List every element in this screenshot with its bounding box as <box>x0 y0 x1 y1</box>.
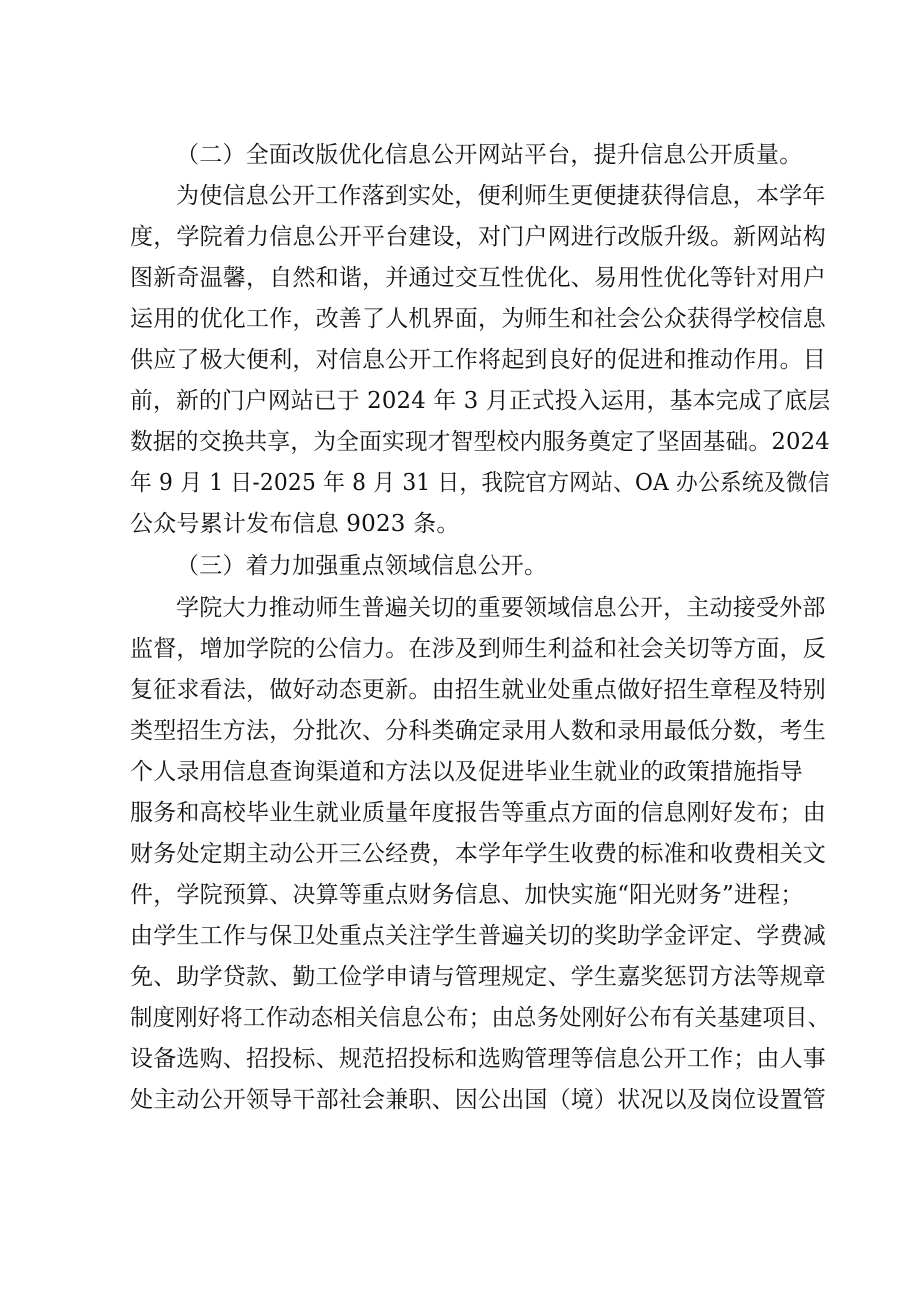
section-heading-3: （三）着力加强重点领域信息公开。 <box>176 553 548 579</box>
paragraph-line: 年 9 月 1 日-2025 年 8 月 31 日，我院官方网站、OA 办公系统及微信 <box>130 470 830 496</box>
paragraph-line: 公众号累计发布信息 9023 条。 <box>130 511 460 537</box>
section-heading-2: （二）全面改版优化信息公开网站平台，提升信息公开质量。 <box>176 142 803 168</box>
paragraph-line: 为使信息公开工作落到实处，便利师生更便捷获得信息，本学年 <box>176 183 826 209</box>
paragraph-line: 供应了极大便利，对信息公开工作将起到良好的促进和推动作用。目 <box>130 347 826 373</box>
paragraph-line: 处主动公开领导干部社会兼职、因公出国（境）状况以及岗位设置管 <box>130 1087 826 1113</box>
paragraph-line: 监督，增加学院的公信力。在涉及到师生利益和社会关切等方面，反 <box>130 636 826 662</box>
paragraph-line: 财务处定期主动公开三公经费，本学年学生收费的标准和收费相关文 <box>130 841 826 867</box>
paragraph-line: 由学生工作与保卫处重点关注学生普遍关切的奖助学金评定、学费减 <box>130 923 826 949</box>
paragraph-line: 数据的交换共享，为全面实现才智型校内服务奠定了坚固基础。2024 <box>130 429 830 455</box>
paragraph-line: 个人录用信息查询渠道和方法以及促进毕业生就业的政策措施指导 <box>130 759 803 785</box>
paragraph-line: 度，学院着力信息公开平台建设，对门户网进行改版升级。新网站构 <box>130 224 826 250</box>
paragraph-line: 前，新的门户网站已于 2024 年 3 月正式投入运用，基本完成了底层 <box>130 388 831 414</box>
paragraph-line: 件，学院预算、决算等重点财务信息、加快实施“阳光财务”进程； <box>130 882 804 908</box>
paragraph-line: 制度刚好将工作动态相关信息公布；由总务处刚好公布有关基建项目、 <box>130 1005 831 1031</box>
paragraph-line: 服务和高校毕业生就业质量年度报告等重点方面的信息刚好发布；由 <box>130 800 826 826</box>
paragraph-line: 免、助学贷款、勤工俭学申请与管理规定、学生嘉奖惩罚方法等规章 <box>130 964 826 990</box>
paragraph-line: 学院大力推动师生普遍关切的重要领域信息公开，主动接受外部 <box>176 595 826 621</box>
paragraph-line: 类型招生方法，分批次、分科类确定录用人数和录用最低分数，考生 <box>130 718 826 744</box>
paragraph-line: 复征求看法，做好动态更新。由招生就业处重点做好招生章程及特别 <box>130 677 826 703</box>
paragraph-line: 设备选购、招投标、规范招投标和选购管理等信息公开工作；由人事 <box>130 1046 826 1072</box>
paragraph-line: 运用的优化工作，改善了人机界面，为师生和社会公众获得学校信息 <box>130 306 826 332</box>
paragraph-line: 图新奇温馨，自然和谐，并通过交互性优化、易用性优化等针对用户 <box>130 265 826 291</box>
